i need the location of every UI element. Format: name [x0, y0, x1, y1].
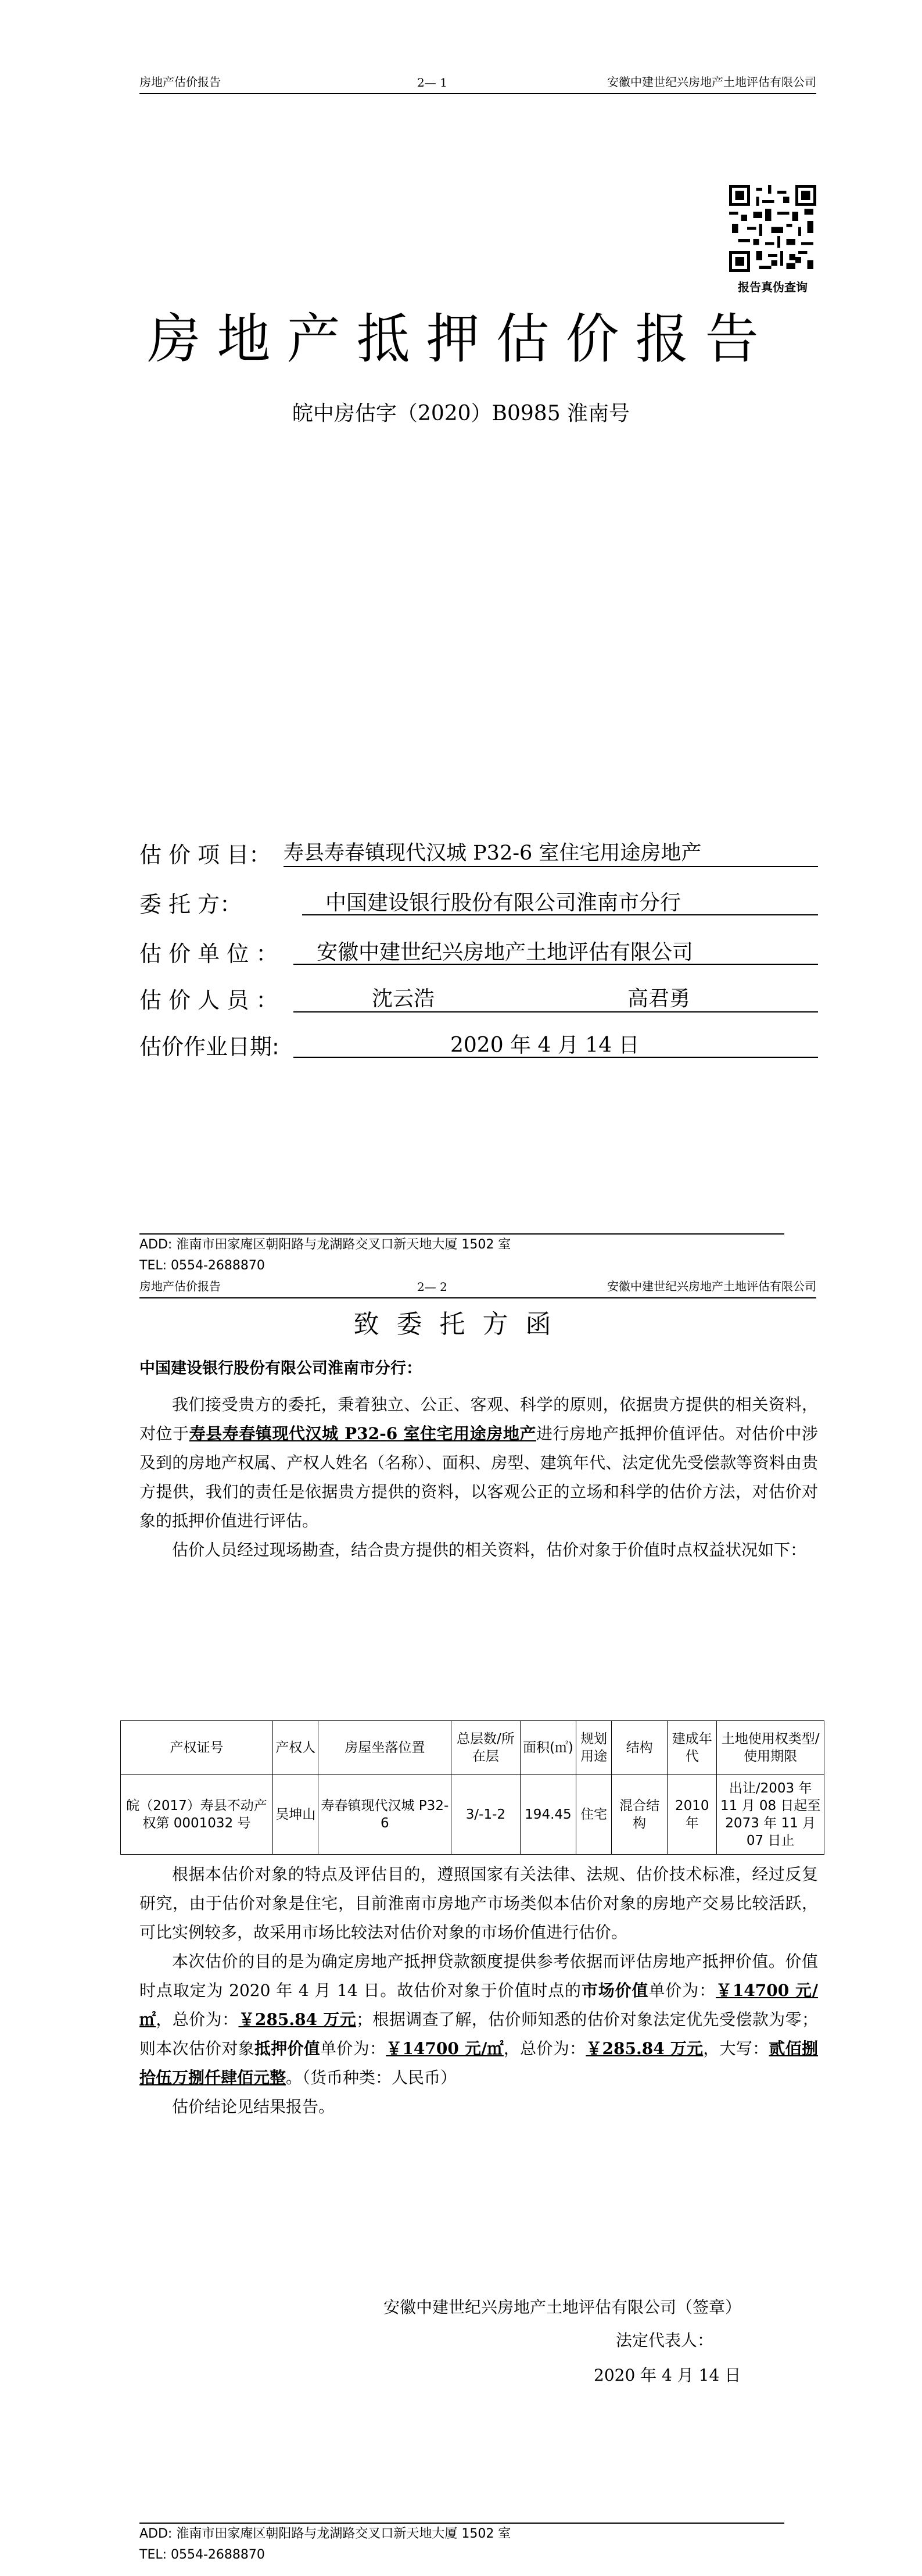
- property-name: 寿县寿春镇现代汉城 P32-6 室住宅用途房地产: [189, 1424, 536, 1443]
- col-header: 土地使用权类型/使用期限: [717, 1721, 824, 1775]
- paragraph-4: 本次估价的目的是为确定房地产抵押贷款额度提供参考依据而评估房地产抵押价值。价值时点取定为 2020 年 4 月 14 日。故估价对象于价值时点的市场价值单价为：￥14700 元/㎡，总价为：￥285.84 万元；根据调查了解，估价师知悉的估价对象法定优先受偿款为零；则本次估价对象抵押价值单价为：￥14700 元/㎡，总价为：￥285.84 万元，大写：贰佰捌拾伍万捌仟肆佰元整。（货币种类：人民币）: [139, 1952, 818, 2087]
- market-value-label: 市场价值: [581, 1981, 649, 2000]
- col-header: 建成年代: [668, 1721, 717, 1775]
- table-cell: 皖（2017）寿县不动产权第 0001032 号: [121, 1775, 273, 1855]
- field-value: 安徽中建世纪兴房地产土地评估有限公司: [293, 936, 818, 965]
- footer-tel: TEL: 0554-2688870: [139, 2548, 265, 2562]
- mortgage-value-label: 抵押价值: [254, 2039, 321, 2058]
- field-label: 估 价 项 目：: [139, 842, 271, 868]
- amount-in-words: 贰佰捌拾伍万捌仟肆佰元整: [139, 2039, 818, 2087]
- page-footer: [139, 2523, 784, 2566]
- qr-caption: 报告真伪查询: [738, 280, 808, 294]
- footer-tel: TEL: 0554-2688870: [139, 1258, 265, 1273]
- letter-body: [139, 1354, 818, 1565]
- report-number: 皖中房估字（2020）B0985 淮南号: [292, 402, 630, 425]
- header-left: 房地产估价报告: [139, 75, 221, 89]
- paragraph-3: 根据本估价对象的特点及评估目的，遵照国家有关法律、法规、估价技术标准，经过反复研究，由于估价对象是住宅，目前淮南市房地产市场类似本估价对象的房地产交易比较活跃，可比实例较多，故采用市场比较法对估价对象的市场价值进行估价。: [139, 1865, 818, 1942]
- table-cell: 194.45: [520, 1775, 576, 1855]
- field-label: 委 托 方：: [139, 892, 242, 917]
- col-header: 产权证号: [121, 1721, 273, 1775]
- table-cell: 吴坤山: [272, 1775, 318, 1855]
- col-header: 总层数/所在层: [451, 1721, 520, 1775]
- letter-body-continued: [139, 1860, 818, 2121]
- header-company: 安徽中建世纪兴房地产土地评估有限公司: [607, 1279, 816, 1293]
- signature-date: 2020 年 4 月 14 日: [594, 2366, 741, 2385]
- field-label: 估 价 人 员 ：: [139, 988, 278, 1013]
- signature-company: 安徽中建世纪兴房地产土地评估有限公司（签章）: [383, 2298, 742, 2317]
- paragraph-5: 估价结论见结果报告。: [172, 2097, 335, 2116]
- col-header: 规划用途: [576, 1721, 612, 1775]
- field-value: 2020 年 4 月 14 日: [293, 1029, 818, 1058]
- page-footer: [139, 1233, 784, 1276]
- table-cell: 住宅: [576, 1775, 612, 1855]
- rights-table: [120, 1720, 824, 1855]
- field-value: 中国建设银行股份有限公司淮南市分行: [302, 886, 818, 915]
- col-header: 产权人: [272, 1721, 318, 1775]
- page-header: [139, 1273, 816, 1298]
- paragraph-2: 估价人员经过现场勘查，结合贵方提供的相关资料，估价对象于价值时点权益状况如下：: [172, 1540, 807, 1559]
- footer-address: ADD: 淮南市田家庵区朝阳路与龙湖路交叉口新天地大厦 1502 室: [139, 1237, 511, 1252]
- addressee: 中国建设银行股份有限公司淮南市分行：: [139, 1359, 422, 1378]
- qr-code-icon[interactable]: [729, 185, 816, 272]
- field-label: 估价作业日期:: [139, 1034, 279, 1060]
- page-header: [139, 69, 816, 94]
- table-cell: 混合结构: [612, 1775, 668, 1855]
- page-2: [0, 1273, 922, 2576]
- paragraph-1: 我们接受贵方的委托，秉着独立、公正、客观、科学的原则，依据贵方提供的相关资料，对位于寿县寿春镇现代汉城 P32-6 室住宅用途房地产进行房地产抵押价值评估。对估价中涉及到的房地产权属、产权人姓名（名称）、面积、房型、建筑年代、法定优先受偿款等资料由贵方提供，我们的责任是依据贵方提供的资料，以客观公正的立场和科学的估价方法，对估价对象的抵押价值进行评估。: [139, 1395, 818, 1530]
- table-cell: 出让/2003 年 11 月 08 日起至 2073 年 11 月 07 日止: [717, 1775, 824, 1855]
- mortgage-total-price: ￥285.84 万元: [586, 2039, 704, 2058]
- table-cell: 2010 年: [668, 1775, 717, 1855]
- field-label: 估 价 单 位 ：: [139, 941, 278, 967]
- col-header: 房屋坐落位置: [318, 1721, 451, 1775]
- table-header-row: [121, 1721, 824, 1775]
- col-header: 结构: [612, 1721, 668, 1775]
- page-1: [0, 0, 922, 1273]
- header-left: 房地产估价报告: [139, 1279, 221, 1293]
- table-cell: 寿春镇现代汉城 P32-6: [318, 1775, 451, 1855]
- market-total-price: ￥285.84 万元: [238, 2010, 357, 2029]
- market-unit-price: ￥14700 元/㎡: [139, 1981, 818, 2029]
- col-header: 面积(㎡): [520, 1721, 576, 1775]
- header-page-number: 2— 2: [417, 1280, 447, 1294]
- footer-address: ADD: 淮南市田家庵区朝阳路与龙湖路交叉口新天地大厦 1502 室: [139, 2527, 511, 2541]
- header-company: 安徽中建世纪兴房地产土地评估有限公司: [607, 75, 816, 89]
- signature-representative: 法定代表人：: [616, 2331, 714, 2350]
- mortgage-unit-price: ￥14700 元/㎡: [386, 2039, 504, 2058]
- letter-title: 致委托方函: [353, 1310, 569, 1339]
- table-row: [121, 1775, 824, 1855]
- appraiser-1: 沈云浩: [372, 987, 435, 1011]
- field-value: 寿县寿春镇现代汉城 P32-6 室住宅用途房地产: [284, 837, 818, 867]
- report-title: 房地产抵押估价报告: [147, 308, 775, 370]
- header-page-number: 2— 1: [417, 76, 447, 90]
- table-cell: 3/-1-2: [451, 1775, 520, 1855]
- appraiser-2: 高君勇: [627, 987, 691, 1011]
